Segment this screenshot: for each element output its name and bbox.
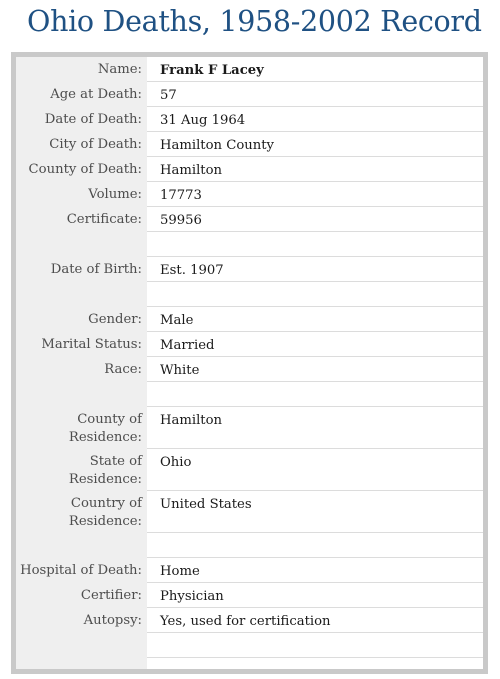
- record-rows: [16, 57, 483, 658]
- record-row-spacer: [16, 633, 483, 658]
- field-label: [16, 232, 147, 257]
- field-label: County of Residence:: [68, 412, 142, 445]
- field-label: Certifier:: [80, 588, 142, 603]
- field-label: County of Death:: [28, 162, 142, 177]
- field-value: Male: [147, 307, 483, 332]
- field-label: Age at Death:: [50, 87, 142, 102]
- page-title: Ohio Deaths, 1958-2002 Record: [27, 5, 482, 38]
- field-value: [147, 282, 483, 307]
- field-value: [147, 633, 483, 658]
- record-frame: [11, 52, 488, 674]
- field-value: [147, 382, 483, 407]
- record-row-age-at-death: [16, 82, 483, 107]
- field-label: [16, 282, 147, 307]
- field-value: Est. 1907: [147, 257, 483, 282]
- record-row-volume: [16, 182, 483, 207]
- field-value: 17773: [147, 182, 483, 207]
- field-label: Name:: [97, 62, 142, 77]
- record-row-spacer: [16, 232, 483, 257]
- field-label: Date of Birth:: [50, 262, 142, 277]
- record-table: [16, 57, 483, 669]
- field-label: Marital Status:: [41, 337, 142, 352]
- field-label: [16, 382, 147, 407]
- record-row-autopsy: [16, 608, 483, 633]
- field-label: Country of Residence:: [68, 496, 142, 529]
- field-value: [147, 232, 483, 257]
- record-row-city-of-death: [16, 132, 483, 157]
- record-row-spacer: [16, 382, 483, 407]
- field-value: Ohio: [147, 449, 483, 491]
- record-row-marital-status: [16, 332, 483, 357]
- record-row-certifier: [16, 583, 483, 608]
- record-row-county-of-death: [16, 157, 483, 182]
- field-label: Hospital of Death:: [20, 563, 142, 578]
- record-row-spacer: [16, 282, 483, 307]
- record-row-gender: [16, 307, 483, 332]
- record-row-date-of-birth: [16, 257, 483, 282]
- field-value: 31 Aug 1964: [147, 107, 483, 132]
- field-value: White: [147, 357, 483, 382]
- field-value: Frank F Lacey: [147, 57, 483, 82]
- record-row-date-of-death: [16, 107, 483, 132]
- record-row-county-of-residence: [16, 407, 483, 449]
- field-label: Autopsy:: [83, 613, 142, 628]
- field-value: United States: [147, 491, 483, 533]
- field-value: Physician: [147, 583, 483, 608]
- field-value: 57: [147, 82, 483, 107]
- field-value: Hamilton: [147, 157, 483, 182]
- field-label: Race:: [104, 362, 142, 377]
- record-row-hospital-of-death: [16, 558, 483, 583]
- field-value: Hamilton County: [147, 132, 483, 157]
- record-row-country-of-residence: [16, 491, 483, 533]
- field-value: 59956: [147, 207, 483, 232]
- record-row-spacer: [16, 533, 483, 558]
- record-row-certificate: [16, 207, 483, 232]
- field-label: [16, 633, 147, 658]
- record-row-state-of-residence: [16, 449, 483, 491]
- field-value: Married: [147, 332, 483, 357]
- field-value: Home: [147, 558, 483, 583]
- field-label: State of Residence:: [68, 454, 142, 487]
- field-label: Volume:: [88, 187, 142, 202]
- field-label: City of Death:: [49, 137, 142, 152]
- field-label: Gender:: [88, 312, 142, 327]
- field-label: Certificate:: [66, 212, 142, 227]
- field-value: Yes, used for certification: [147, 608, 483, 633]
- field-label: Date of Death:: [44, 112, 142, 127]
- field-label: [16, 533, 147, 558]
- field-value: [147, 533, 483, 558]
- record-row-name: [16, 57, 483, 82]
- record-row-race: [16, 357, 483, 382]
- field-value: Hamilton: [147, 407, 483, 449]
